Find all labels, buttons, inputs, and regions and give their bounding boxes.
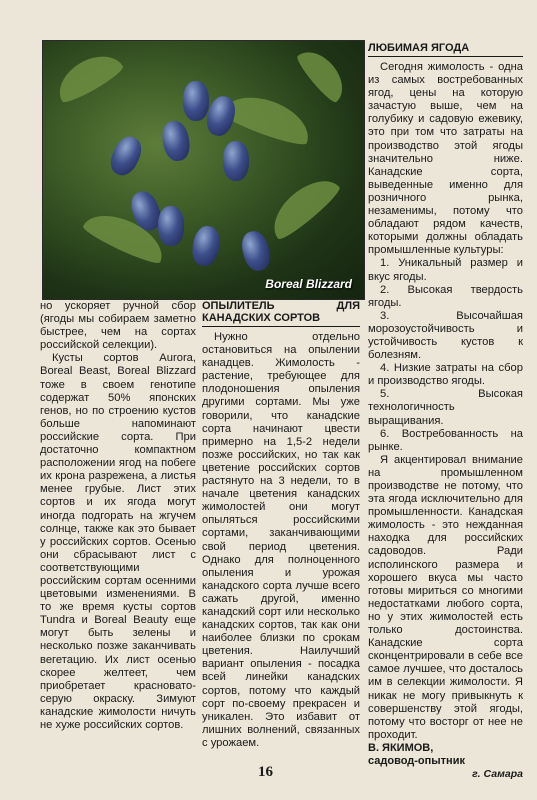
list-item: 3. Высочайшая морозоустойчивость и устойчивость кустов к болезням. bbox=[368, 309, 523, 362]
photo-caption: Boreal Blizzard bbox=[265, 277, 352, 291]
author-name: В. ЯКИМОВ, bbox=[368, 741, 434, 754]
paragraph: Я акцентировал внимание на промышленном производстве не потому, что эта ягода исключительно для промышленности. Канадская жимолость - это нежданная находка для российских садоводов. Ради исполинского размера и хорошего вкуса мы часто готовы мириться со многими недостатками любого сорта, но у этих жимолостей есть только достоинства. Канадские сорта сконцентрировали в себе все самое лучшее, что досталось им в селекции жимолости. Я никак не могу привыкнуть к совершенству этой ягоды, потому что восторг от нее не проходит. bbox=[368, 453, 523, 741]
column-1 bbox=[40, 300, 196, 732]
section-heading: ЛЮБИМАЯ ЯГОДА bbox=[368, 42, 523, 57]
author-role: садовод-опытник bbox=[368, 754, 465, 767]
column-2 bbox=[202, 300, 360, 750]
section-heading: ОПЫЛИТЕЛЬ ДЛЯ КАНАДСКИХ СОРТОВ bbox=[202, 300, 360, 327]
paragraph: Нужно отдельно остановиться на опылении канадцев. Жимолость - растение, требующее для плодоношения опыления другими сортами. Мы уже говорили, что канадские сорта начинают цвести примерно на 1,5-2 недели позже российских, но так как цветение российских сортов растянуто на 3 недели, то в начале цветения канадских жимолостей они могут опыляться российскими сортами, заканчивающими свой период цветения. Однако для полноценного опыления и урожая канадского сорта лучше всего сажать другой, именно канадский сорт или несколько канадских сортов, так как они наиболее близки по срокам цветения. Наилучший вариант опыления - посадка всей линейки канадских сортов, потому что каждый сорт по-своему прекрасен и уникален. Это избавит от лишних волнений, связанных с урожаем. bbox=[202, 331, 360, 749]
author-city: г. Самара bbox=[472, 768, 523, 781]
paragraph: но ускоряет ручной сбор (ягоды мы собираем заметно быстрее, чем на сортах российской селекции). bbox=[40, 300, 196, 352]
qualities-list bbox=[368, 257, 523, 453]
list-item: 1. Уникальный размер и вкус ягоды. bbox=[368, 257, 523, 283]
list-item: 2. Высокая твердость ягоды. bbox=[368, 283, 523, 309]
list-item: 5. Высокая технологичность выращивания. bbox=[368, 388, 523, 427]
honeysuckle-photo bbox=[42, 40, 365, 300]
paragraph: Кусты сортов Aurora, Boreal Beast, Boreal Blizzard тоже в своем генотипе содержат 50% японских генов, но по строению кустов больше напоминают российские сорта. При достаточно компактном расположении ягод на побеге их крона разрежена, а листья менее грубые. Лист этих сортов и их ягода могут иногда подгорать на жгучем солнце, также как это бывает у российских сортов. Осенью они сбрасывают лист с соответствующими российским сортам осенними цветовыми изменениями. В то же время кусты сортов Tundra и Boreal Beauty еще могут быть зелены и несколько позже заканчивать вегетацию. Их лист осенью скорее желтеет, чем приобретает красновато-серую окраску. Зимуют канадские жимолости ничуть не хуже российских сортов. bbox=[40, 352, 196, 731]
list-item: 6. Востребованность на рынке. bbox=[368, 427, 523, 453]
paragraph: Сегодня жимолость - одна из самых востребованных ягод, цены на которую зачастую выше, чем на голубику и садовую ежевику, это при том что затраты на производство этой ягоды значительно ниже. Канадские сорта, выведенные именно для розничного рынка, незаменимы, потому что обладают рядом качеств, которыми должны обладать промышленные культуры: bbox=[368, 61, 523, 257]
list-item: 4. Низкие затраты на сбор и производство ягоды. bbox=[368, 362, 523, 388]
column-3 bbox=[368, 42, 523, 781]
page-number: 16 bbox=[258, 764, 273, 780]
